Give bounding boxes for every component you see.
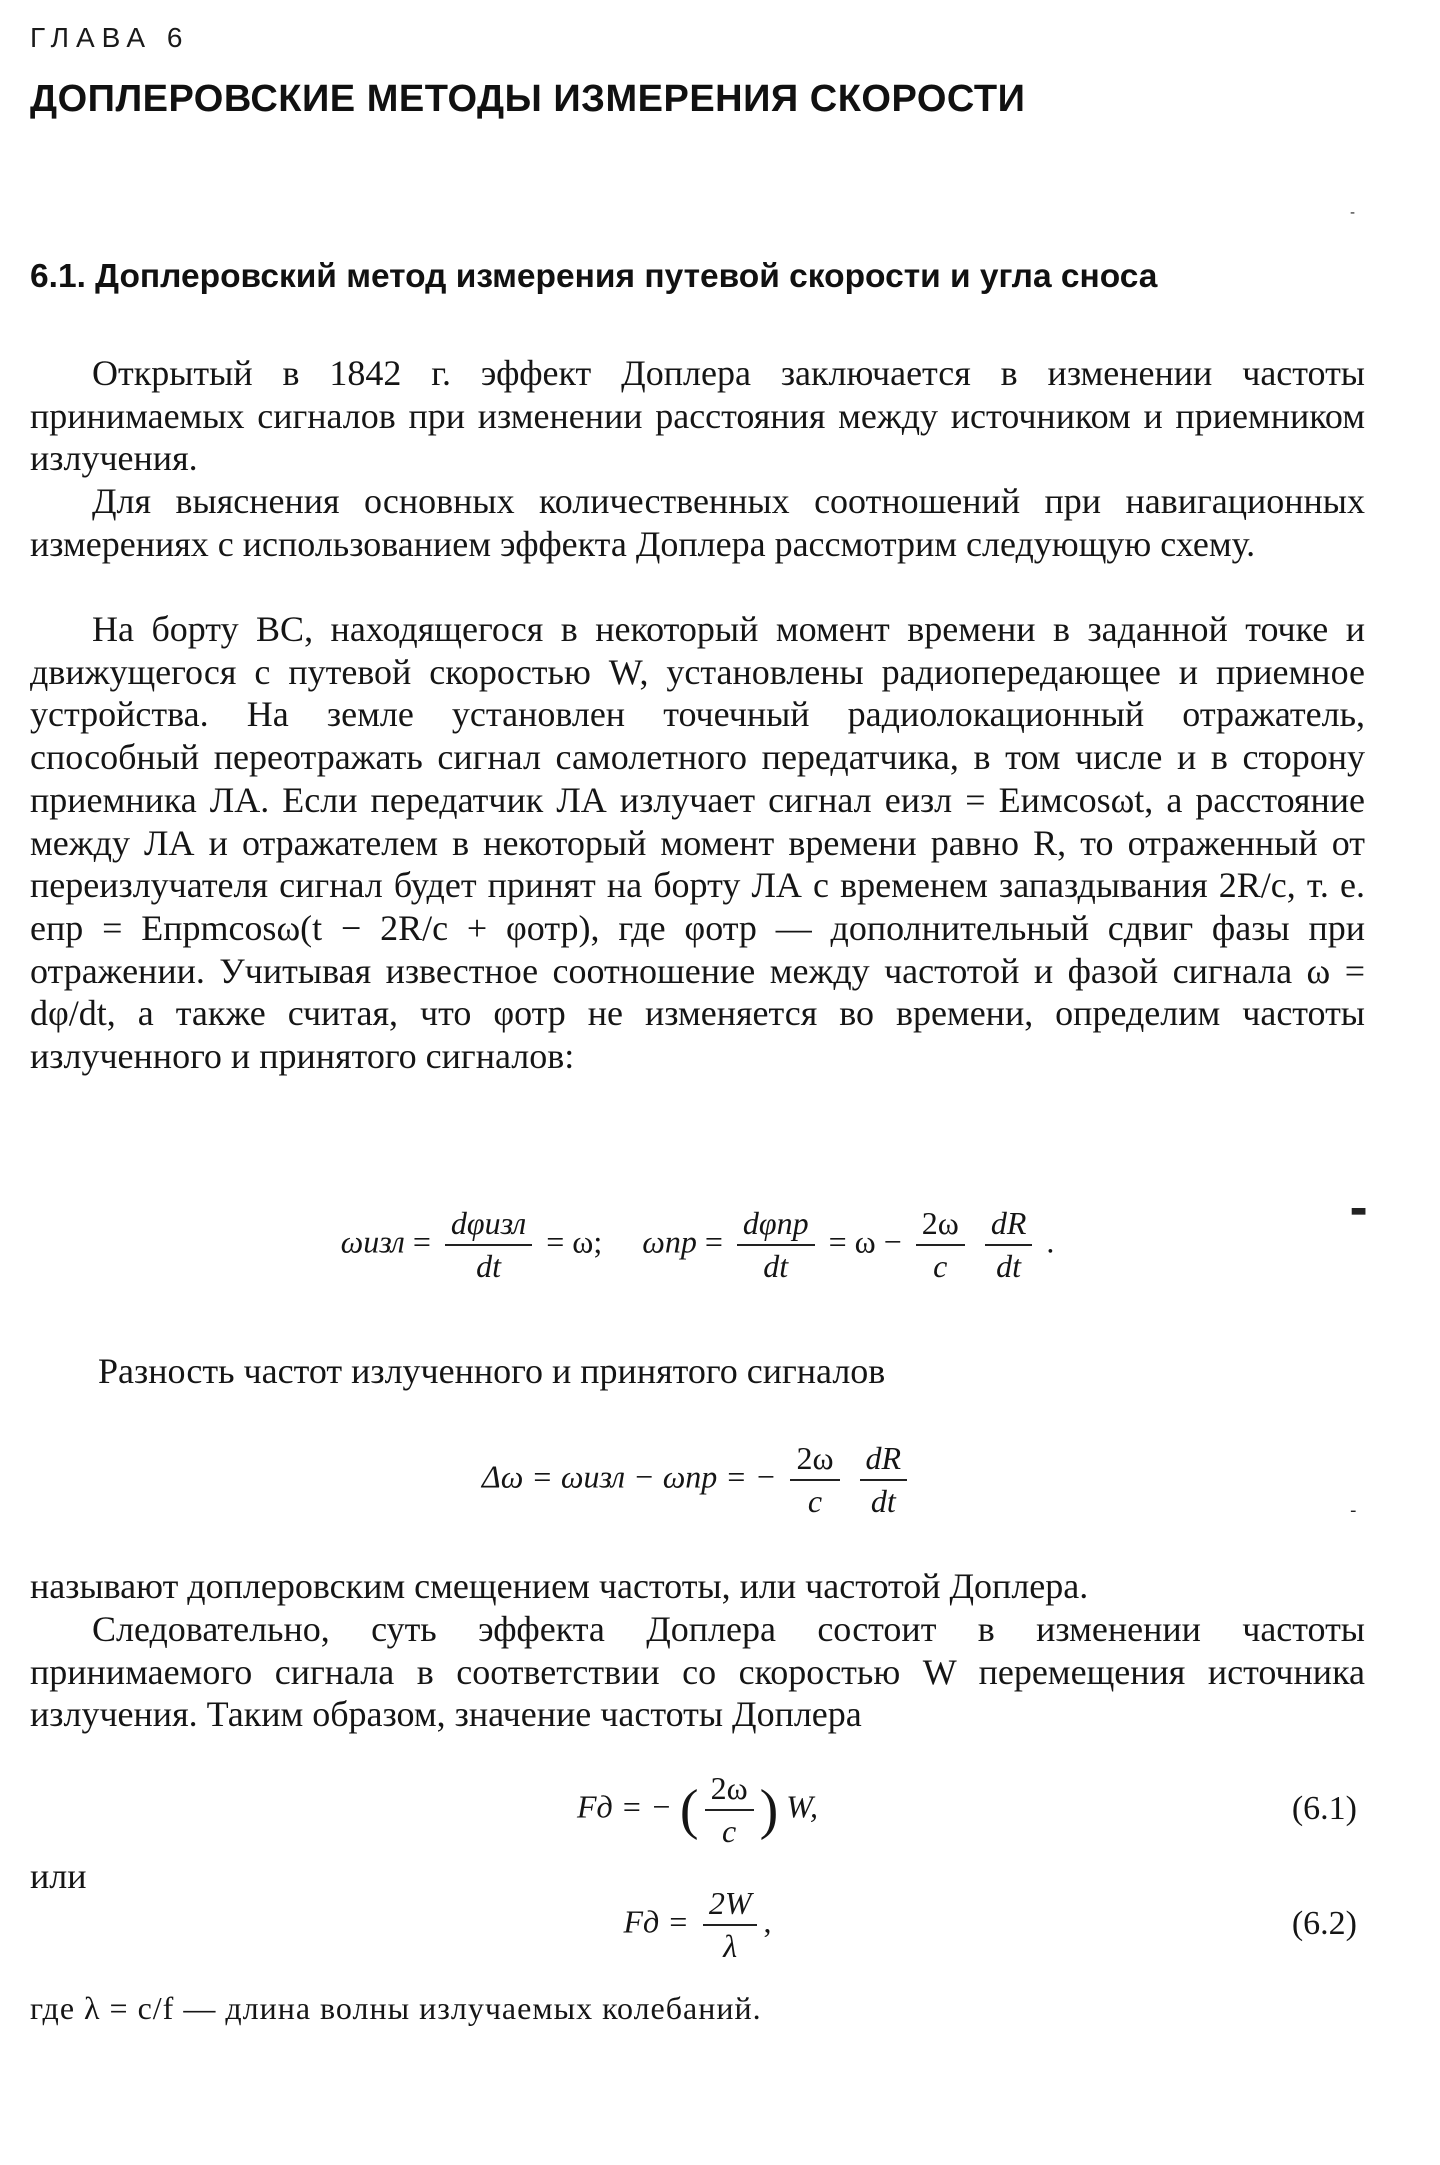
equation-doppler-shift <box>30 1440 1365 1520</box>
eq1-frac-pr-num: dφпр <box>737 1205 815 1246</box>
equation-number-6-1: (6.1) <box>1291 1790 1357 1827</box>
eq3-frac-2w-c <box>705 1770 754 1850</box>
eq4-end: , <box>763 1903 772 1940</box>
eq2-frac-dr-dt <box>860 1440 908 1520</box>
eq1-frac-2w-c <box>916 1205 965 1285</box>
eq1-two-omega: 2ω <box>916 1205 965 1246</box>
equation-frequencies: ωизл = $\frac{\text{dφизл}}{dt}$ = ω; ωпр = $\frac{\text{dφпр}}{dt}$ = ω − $\frac{2\omega}{c}$ $\frac{dR}{dt}$ . <box>340 1205 1055 1284</box>
eq1-frac-izl-den: dt <box>476 1248 502 1284</box>
eq1-c: c <box>933 1248 948 1284</box>
eq1-frac-pr <box>737 1205 815 1285</box>
eq1-frac-pr-den: dt <box>763 1248 789 1284</box>
eq3-two-omega: 2ω <box>705 1770 754 1811</box>
eq1-omega-pr: ωпр <box>642 1223 697 1260</box>
eq3-c: c <box>721 1813 737 1849</box>
chapter-title: ДОПЛЕРОВСКИЕ МЕТОДЫ ИЗМЕРЕНИЯ СКОРОСТИ <box>30 78 1026 120</box>
paragraph-2: Для выяснения основных количественных соотношений при навигационных измерениях с использованием эффекта Доплера рассмотрим следующую схему. <box>30 481 1365 564</box>
eq4-num: 2W <box>703 1885 758 1926</box>
paragraph-3: На борту ВС, находящегося в некоторый момент времени в заданной точке и движущегося с путевой скоростью W, установлены радиопередающее и приемное устройства. На земле установлен точечный радиолокационный отражатель, способный переотражать сигнал самолетного передатчика, в том числе и в сторону приемника ЛА. Если передатчик ЛА излучает сигнал eизл = Eимcosωt, а расстояние между ЛА и отражателем в некоторый момент времени равно R, то отраженный от переизлучателя сигнал будет принят на борту ЛА с временем запаздывания 2R/c, т. е. eпр = Eпрmcosω(t − 2R/c + φотр), где φотр — дополнительный сдвиг фазы при отражении. Учитывая известное соотношение между частотой и фазой сигнала ω = dφ/dt, а также считая, что φотр не изменяется во времени, определим частоты излученного и принятого сигналов: <box>30 609 1365 1077</box>
eq1-frac-dr-dt <box>985 1205 1033 1285</box>
eq4-lhs: Fд = <box>623 1903 689 1940</box>
chapter-label: ГЛАВА 6 <box>30 22 190 53</box>
eq1-dt: dt <box>996 1248 1022 1284</box>
equation-6-2 <box>30 1885 1365 1965</box>
eq4-den: λ <box>723 1928 738 1964</box>
eq4-frac <box>703 1885 758 1965</box>
scan-mark: - <box>1350 205 1356 221</box>
paragraph-6: Следовательно, суть эффекта Доплера состоит в изменении частоты принимаемого сигнала в соответствии со скоростью W перемещения источника излучения. Таким образом, значение частоты Доплера <box>30 1609 1365 1735</box>
paragraph-4: Разность частот излученного и принятого сигналов <box>98 1351 886 1391</box>
eq2-frac-2w-c <box>790 1440 839 1520</box>
eq1-eq-omega: = ω; <box>546 1223 603 1260</box>
book-page <box>30 0 1368 2165</box>
eq1-omega-izl: ωизл <box>340 1223 405 1260</box>
eq2-c: c <box>807 1483 823 1519</box>
scan-mark: - <box>1350 1500 1357 1521</box>
section-heading: 6.1. Доплеровский метод измерения путевой скорости и угла сноса <box>30 258 1158 295</box>
eq2-lhs: Δω = ωизл − ωпр = − <box>481 1458 777 1495</box>
paragraph-5: называют доплеровским смещением частоты, или частотой Доплера. <box>30 1566 1089 1606</box>
scan-mark: ▬ <box>1350 1200 1368 1221</box>
paragraph-1: Открытый в 1842 г. эффект Доплера заключается в изменении частоты принимаемых сигналов при изменении расстояния между источником и приемником излучения. <box>30 353 1365 479</box>
eq3-rhs: W, <box>786 1788 818 1825</box>
eq1-end: . <box>1046 1223 1055 1260</box>
equation-number-6-2: (6.2) <box>1291 1905 1357 1942</box>
eq1-frac-izl <box>445 1205 532 1285</box>
eq1-frac-izl-num: dφизл <box>445 1205 532 1246</box>
equation-6-1: Fд = − ( $\frac{2\omega}{c}$ ) W, (6.1) <box>576 1770 1357 1849</box>
paragraph-8: где λ = c/f — длина волны излучаемых колебаний. <box>30 1990 762 2026</box>
eq3-lhs: Fд = − <box>576 1788 672 1825</box>
eq2-dt: dt <box>870 1483 896 1519</box>
eq1-rhs: = ω − <box>828 1223 902 1260</box>
eq2-two-omega: 2ω <box>790 1440 839 1481</box>
eq2-dr: dR <box>860 1440 908 1481</box>
paragraph-7: или <box>30 1856 87 1896</box>
eq1-dr: dR <box>985 1205 1033 1246</box>
